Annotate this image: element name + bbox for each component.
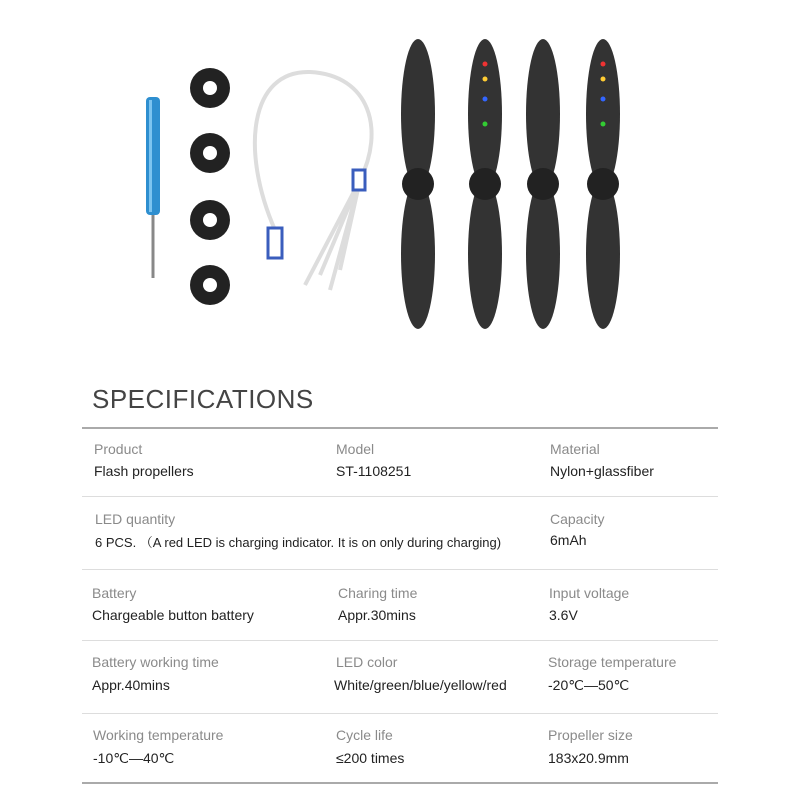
spec-label: Model <box>336 441 375 457</box>
spec-label: Capacity <box>550 511 605 527</box>
propeller-icons <box>401 39 620 329</box>
spec-value: 6mAh <box>550 532 587 548</box>
spec-value: 183x20.9mm <box>548 750 629 766</box>
divider <box>82 569 718 570</box>
spec-label: Storage temperature <box>548 654 677 670</box>
charging-cable-icon <box>255 72 372 290</box>
specifications-heading: SPECIFICATIONS <box>92 384 314 414</box>
spec-label: LED color <box>336 654 398 670</box>
divider <box>82 427 718 429</box>
spec-value: Flash propellers <box>94 463 194 479</box>
spec-value: White/green/blue/yellow/red <box>334 677 507 693</box>
spec-value: -10℃—40℃ <box>93 750 175 766</box>
spec-label: Charing time <box>338 585 418 601</box>
spec-value: ST-1108251 <box>336 463 412 479</box>
divider <box>82 640 718 641</box>
spec-label: Cycle life <box>336 727 393 743</box>
spec-value: ≤200 times <box>336 750 405 766</box>
spec-value: 6 PCS. （A red LED is charging indicator. It is on only during charging) <box>95 535 502 550</box>
spec-value: Appr.40mins <box>92 677 170 693</box>
washer-icons <box>190 68 230 305</box>
spec-label: Input voltage <box>549 585 630 601</box>
spec-label: Battery <box>92 585 137 601</box>
divider <box>82 713 718 714</box>
spec-label: LED quantity <box>95 511 176 527</box>
spec-label: Material <box>550 441 600 457</box>
spec-label: Battery working time <box>92 654 219 670</box>
spec-value: Appr.30mins <box>338 607 416 623</box>
spec-value: -20℃—50℃ <box>548 677 630 693</box>
spec-value: Chargeable button battery <box>92 607 254 623</box>
screwdriver-icon <box>146 97 160 278</box>
spec-label: Working temperature <box>93 727 224 743</box>
product-photo <box>0 0 800 360</box>
spec-value: Nylon+glassfiber <box>550 463 654 479</box>
divider <box>82 496 718 497</box>
divider <box>82 782 718 784</box>
spec-label: Product <box>94 441 143 457</box>
spec-label: Propeller size <box>548 727 633 743</box>
spec-value: 3.6V <box>549 607 578 623</box>
